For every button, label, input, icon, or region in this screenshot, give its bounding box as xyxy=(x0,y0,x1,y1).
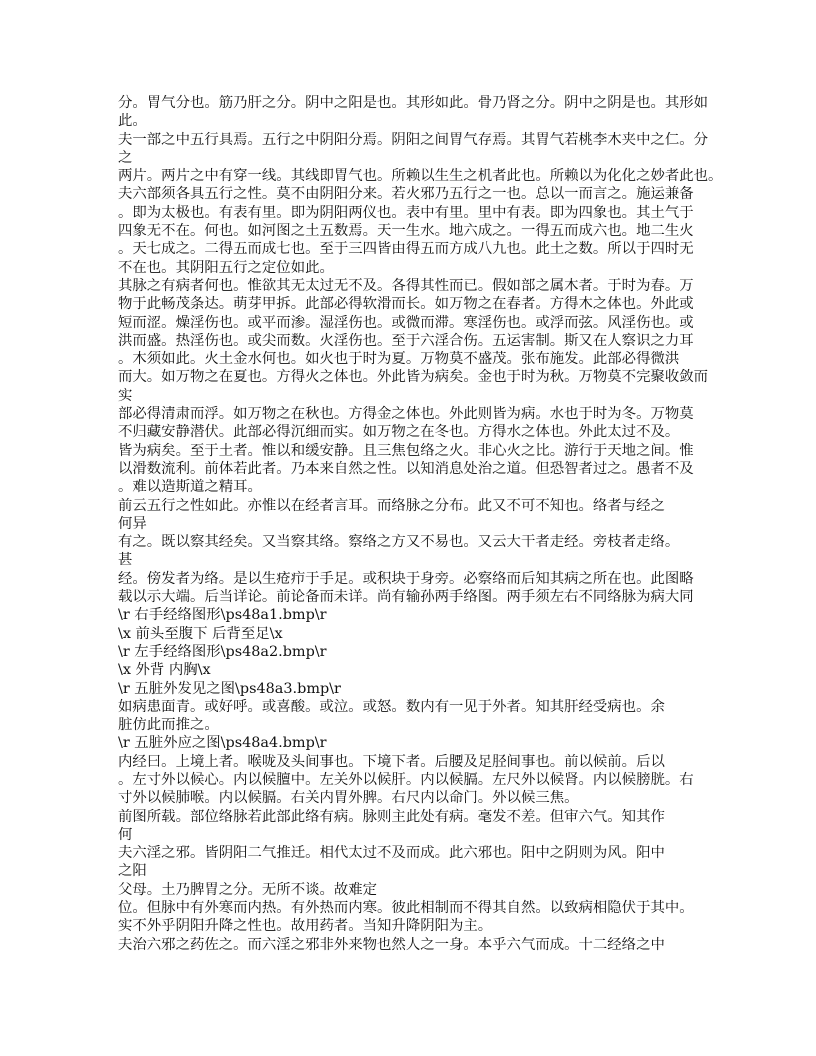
text-line: 。木须如此。火土金水何也。如火也于时为夏。万物莫不盛茂。张布施发。此部必得微洪 xyxy=(118,351,680,368)
text-line: 实 xyxy=(118,387,133,404)
text-line: 其脉之有病者何也。惟欲其无太过无不及。各得其性而已。假如部之属木者。于时为春。万 xyxy=(118,277,694,294)
text-line: 如病患面青。或好呼。或喜酸。或泣。或怒。数内有一见于外者。知其肝经受病也。余 xyxy=(118,698,665,715)
document-body xyxy=(118,94,722,954)
text-line: 脏仿此而推之。 xyxy=(118,717,219,734)
text-line: 何异 xyxy=(118,515,147,532)
text-line: 。天七成之。二得五而成七也。至于三四皆由得五而方成八九也。此土之数。所以于四时无 xyxy=(118,241,694,258)
text-line: 寸外以候肺喉。内以候膈。右关内胃外脾。右尺内以命门。外以候三焦。 xyxy=(118,790,579,807)
text-line: 而大。如万物之在夏也。方得火之体也。外此皆为病矣。金也于时为秋。万物莫不完聚收敛而 xyxy=(118,369,709,386)
text-line: 实不外乎阴阳升降之性也。故用药者。当知升降阴阳为主。 xyxy=(118,918,493,935)
text-line: \x 外背 内胸\x xyxy=(118,662,211,679)
text-line: 两片。两片之中有穿一线。其线即胃气也。所赖以生生之机者此也。所赖以为化化之妙者此也。 xyxy=(118,168,723,185)
text-line: 洪而盛。热淫伤也。或尖而数。火淫伤也。至于六淫合伤。五运害制。斯又在人察识之力耳 xyxy=(118,332,694,349)
text-line: \r 右手经络图形\ps48a1.bmp\r xyxy=(118,607,327,624)
text-line: 甚 xyxy=(118,552,133,569)
text-line: 四象无不在。何也。如河图之土五数焉。天一生水。地六成之。一得五而成六也。地二生火 xyxy=(118,223,694,240)
text-line: 前图所载。部位络脉若此部此络有病。脉则主此处有病。毫发不差。但审六气。知其作 xyxy=(118,808,665,825)
text-line: \r 左手经络图形\ps48a2.bmp\r xyxy=(118,643,327,660)
text-line: 分。胃气分也。筋乃肝之分。阴中之阳是也。其形如此。骨乃肾之分。阴中之阴是也。其形如 xyxy=(118,95,709,111)
text-line: 有之。既以察其经矣。又当察其络。察络之方又不易也。又云大干者走经。旁枝者走络。 xyxy=(118,534,680,551)
text-line: 夫一部之中五行具焉。五行之中阴阳分焉。阴阳之间胃气存焉。其胃气若桃李木夹中之仁。分 xyxy=(118,131,709,148)
text-line: 此。 xyxy=(118,113,147,130)
text-line: 经。傍发者为络。是以生疮疖于手足。或积块于身旁。必察络而后知其病之所在也。此图略 xyxy=(118,570,694,587)
text-line: 位。但脉中有外寒而内热。有外热而内寒。彼此相制而不得其自然。以致病相隐伏于其中。 xyxy=(118,900,694,917)
text-line: 夫六淫之邪。皆阴阳二气推迁。相代太过不及而成。此六邪也。阳中之阴则为风。阳中 xyxy=(118,845,665,862)
text-line: 夫治六邪之药佐之。而六淫之邪非外来物也然人之一身。本乎六气而成。十二经络之中 xyxy=(118,936,665,953)
text-line: 不在也。其阴阳五行之定位如此。 xyxy=(118,259,334,276)
text-line: 。左寸外以候心。内以候膻中。左关外以候肝。内以候膈。左尺外以候肾。内以候膀胱。右 xyxy=(118,771,694,788)
text-line: \r 五脏外应之图\ps48a4.bmp\r xyxy=(118,735,327,752)
text-line: 皆为病矣。至于土者。惟以和缓安静。且三焦包络之火。非心火之比。游行于天地之间。惟 xyxy=(118,442,694,459)
text-line: 何 xyxy=(118,826,133,843)
text-line: 短而涩。燥淫伤也。或平而渗。湿淫伤也。或微而滞。寒淫伤也。或浮而弦。风淫伤也。或 xyxy=(118,314,694,331)
text-line: 之阳 xyxy=(118,863,147,880)
text-line: 内经曰。上境上者。喉咙及头间事也。下境下者。后腰及足胫间事也。前以候前。后以 xyxy=(118,753,665,770)
text-line: \x 前头至腹下 后背至足\x xyxy=(118,625,283,642)
text-line: 父母。土乃脾胃之分。无所不谈。故难定 xyxy=(118,881,378,898)
text-line: 。难以造斯道之精耳。 xyxy=(118,479,262,496)
text-line: \r 五脏外发见之图\ps48a3.bmp\r xyxy=(118,680,341,697)
text-line: 物于此畅茂条达。萌芽甲拆。此部必得软滑而长。如万物之在春者。方得木之体也。外此或 xyxy=(118,296,694,313)
text-line: 夫六部须各具五行之性。莫不由阴阳分来。若火邪乃五行之一也。总以一而言之。施运兼备 xyxy=(118,186,694,203)
text-line: 载以示大端。后当详论。前论备而未详。尚有输孙两手络图。两手须左右不同络脉为病大同 xyxy=(118,589,694,606)
text-line: 部必得清肃而浮。如万物之在秋也。方得金之体也。外此则皆为病。水也于时为冬。万物莫 xyxy=(118,406,694,423)
text-line: 不归藏安静潜伏。此部必得沉细而实。如万物之在冬也。方得水之体也。外此太过不及。 xyxy=(118,424,680,441)
text-line: 。即为太极也。有表有里。即为阴阳两仪也。表中有里。里中有表。即为四象也。其土气于 xyxy=(118,204,694,221)
text-line: 前云五行之性如此。亦惟以在经者言耳。而络脉之分布。此又不可不知也。络者与经之 xyxy=(118,497,665,514)
text-line: 以滑数流利。前体若此者。乃本来自然之性。以知消息处治之道。但恐智者过之。愚者不及 xyxy=(118,460,694,477)
text-line: 之 xyxy=(118,149,133,166)
